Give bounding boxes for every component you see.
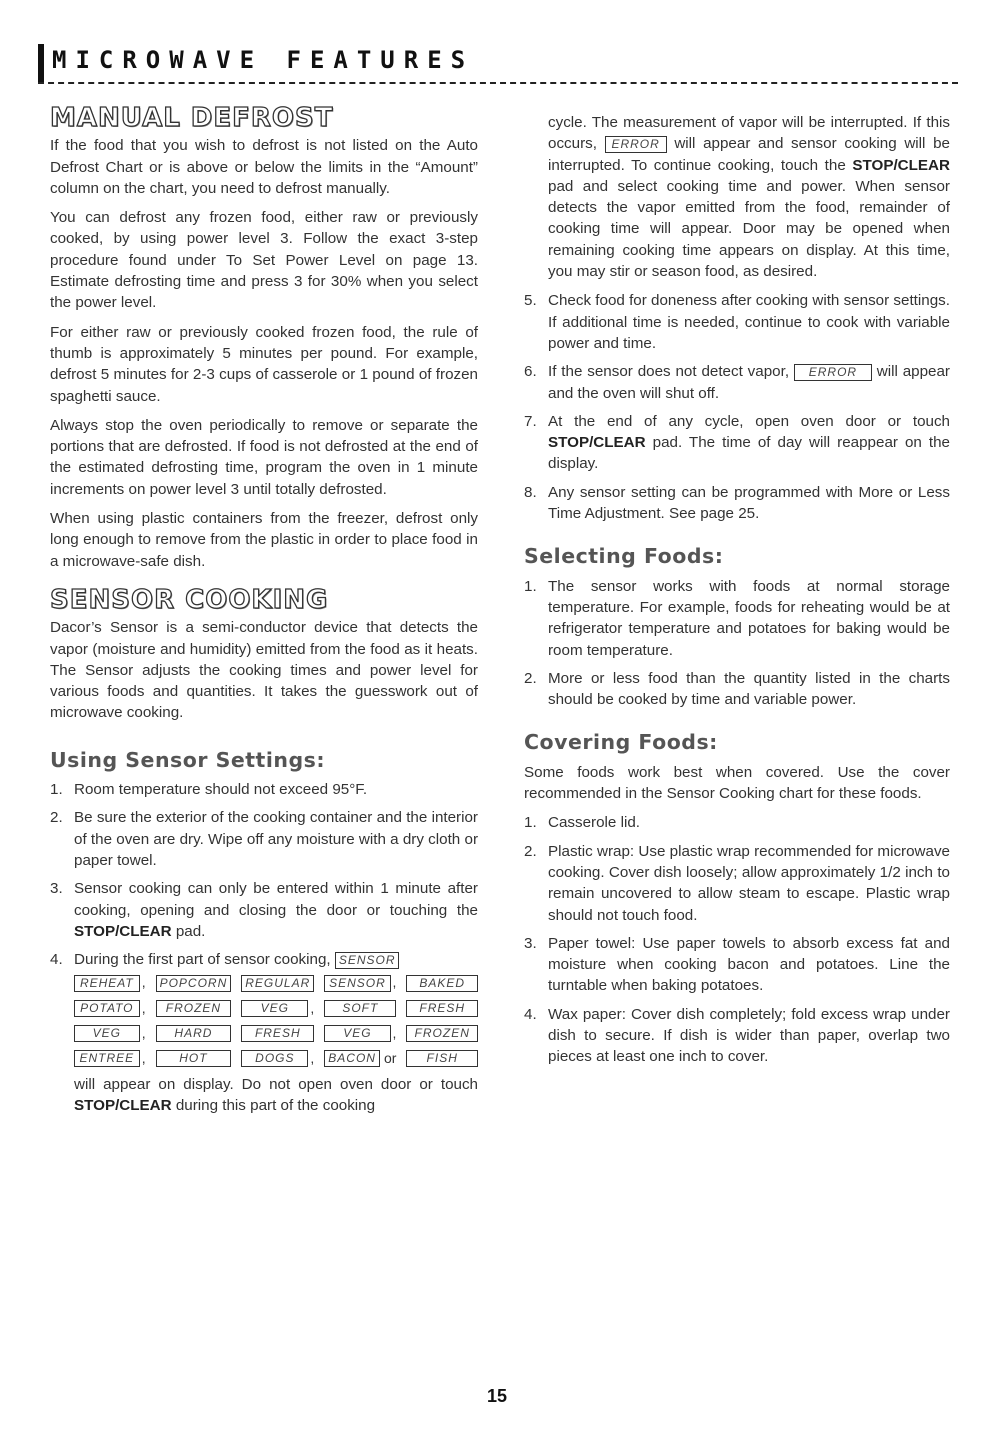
display-regular: REGULAR xyxy=(241,975,314,992)
covering-foods-heading: Covering Foods: xyxy=(524,730,718,755)
using-sensor-list xyxy=(50,779,478,970)
header-bar xyxy=(38,44,44,84)
manual-defrost-paragraph-3: For either raw or previously cooked frozen food, the rule of thumb is approximately 5 minutes per pound. For example, defrost 5 minutes for 2-3 cups of casserole or 1 pound of frozen spaghetti sauce. xyxy=(50,323,478,405)
manual-defrost-paragraph-1: If the food that you wish to defrost is not listed on the Auto Defrost Chart or is above or below the limits in the “Amount” column on the chart, you need to defrost manually. xyxy=(50,137,478,197)
list-item: 5. Check food for doneness after cooking with sensor settings. If additional time is needed, continue to cook with variable power and time. xyxy=(524,292,950,352)
display-fresh: FRESH xyxy=(406,1000,478,1017)
sensor-display-grid: REHEAT , POPCORN REGULAR SENSOR , BAKED POTATO , FROZEN VEG , SOFT FRESH VEG , HARD FRESH VEG , FROZEN ENTREE , HOT DOGS , BACON or FISH xyxy=(74,972,478,1069)
list-item: 2. Be sure the exterior of the cooking container and the interior of the oven are dry. Wipe off any moisture with a dry cloth or paper towel. xyxy=(50,809,478,869)
list-item: 1. The sensor works with foods at normal storage temperature. For example, foods for reheating would be at refrigerator temperature and potatoes for baking would be room temperature. xyxy=(524,577,950,659)
sensor-steps-list xyxy=(524,290,950,524)
list-item: 2. Plastic wrap: Use plastic wrap recommended for microwave cooking. Cover dish loosely; allow approximately 1/2 inch to remain uncovered to allow steam to escape. Plastic wrap should not touch food. xyxy=(524,842,950,924)
list-item: 7. At the end of any cycle, open oven door or touch STOP/CLEAR pad. The time of day will reappear on the display. xyxy=(524,412,950,473)
manual-defrost-paragraph-2: You can defrost any frozen food, either raw or previously cooked, by using power level 3. Follow the exact 3-step procedure found under To Set Power Level on page 13. Estimate defrosting time and press 3 for 30% when you select the power level. xyxy=(50,209,478,312)
display-veg: VEG xyxy=(241,1000,308,1017)
display-hot: HOT xyxy=(156,1050,232,1067)
list-item: 2. More or less food than the quantity listed in the charts should be cooked by time and variable power. xyxy=(524,669,950,709)
selecting-foods-list xyxy=(524,576,950,711)
sensor-continuation: cycle. The measurement of vapor will be interrupted. If this occurs, ERROR will appear and sensor cooking will be interrupted. To continue cooking, touch the STOP/CLEAR pad and select cooking time and power. When sensor detects the vapor emitted from the food, remainder of cooking time will appear. Door may be opened when remaining cooking time appears on display. At this time, you may stir or season food, as desired. xyxy=(548,114,950,281)
display-error-2: ERROR xyxy=(794,364,872,381)
display-frozen-2: FROZEN xyxy=(406,1025,478,1042)
display-sensor-2: SENSOR xyxy=(324,975,390,992)
list-item: 8. Any sensor setting can be programmed with More or Less Time Adjustment. See page 25. xyxy=(524,483,950,523)
display-sensor: SENSOR xyxy=(335,952,399,969)
manual-defrost-heading: MANUAL DEFROST xyxy=(50,103,334,133)
using-sensor-heading: Using Sensor Settings: xyxy=(50,747,326,772)
list-item: 1. Room temperature should not exceed 95°F. xyxy=(50,781,368,799)
display-veg-3: VEG xyxy=(324,1025,390,1042)
display-hard: HARD xyxy=(156,1025,232,1042)
display-fish: FISH xyxy=(406,1050,478,1067)
display-potato: POTATO xyxy=(74,1000,140,1017)
display-fresh-2: FRESH xyxy=(241,1025,314,1042)
display-reheat: REHEAT xyxy=(74,975,140,992)
page-header xyxy=(38,44,958,88)
covering-foods-intro: Some foods work best when covered. Use the cover recommended in the Sensor Cooking chart for these foods. xyxy=(524,763,950,803)
header-rule xyxy=(38,82,958,84)
display-soft: SOFT xyxy=(324,1000,396,1017)
covering-foods-list xyxy=(524,812,950,1067)
sensor-display-note: will appear on display. Do not open oven door or touch STOP/CLEAR during this part of the cooking xyxy=(74,1075,478,1114)
manual-defrost-paragraph-5: When using plastic containers from the freezer, defrost only long enough to remove from the plastic in order to place food in a microwave-safe dish. xyxy=(50,510,478,570)
selecting-foods-heading: Selecting Foods: xyxy=(524,544,724,569)
display-error: ERROR xyxy=(605,136,667,153)
display-baked: BAKED xyxy=(406,975,478,992)
left-column xyxy=(50,103,478,1124)
page-number: 15 xyxy=(486,1386,508,1406)
display-dogs: DOGS xyxy=(241,1050,308,1067)
display-veg-2: VEG xyxy=(74,1025,140,1042)
manual-defrost-paragraph-4: Always stop the oven periodically to remove or separate the portions that are defrosted. If food is not defrosted at the end of the estimated defrosting time, program the oven in 1 minute increments on power level 3 until totally defrosted. xyxy=(50,416,478,498)
display-entree: ENTREE xyxy=(74,1050,140,1067)
list-item: 4. During the first part of sensor cooking, SENSOR xyxy=(50,949,478,970)
right-column xyxy=(524,112,950,1075)
list-item: 4. Wax paper: Cover dish completely; fold excess wrap under dish to secure. If dish is wider than paper, overlap two pieces at least one inch to cover. xyxy=(524,1005,950,1066)
page-title: MICROWAVE FEATURES xyxy=(52,46,475,74)
display-frozen: FROZEN xyxy=(156,1000,232,1017)
list-item: 6. If the sensor does not detect vapor, ERROR will appear and the oven will shut off. xyxy=(524,363,950,402)
list-item: 3. Sensor cooking can only be entered within 1 minute after cooking, opening and closing the door or touching the STOP/CLEAR pad. xyxy=(50,880,478,940)
display-bacon: BACON xyxy=(324,1050,380,1067)
list-item: 3. Paper towel: Use paper towels to absorb excess fat and moisture when cooking bacon and potatoes. Line the turntable when baking potatoes. xyxy=(524,934,950,995)
list-item: 1. Casserole lid. xyxy=(524,814,641,832)
display-popcorn: POPCORN xyxy=(156,975,232,992)
sensor-cooking-heading: SENSOR COOKING xyxy=(50,584,329,615)
sensor-cooking-paragraph: Dacor’s Sensor is a semi-conductor device that detects the vapor (moisture and humidity) emitted from the food as it heats. The Sensor adjusts the cooking times and power level for various foods and quantities. It takes the guesswork out of microwave cooking. xyxy=(50,619,478,722)
